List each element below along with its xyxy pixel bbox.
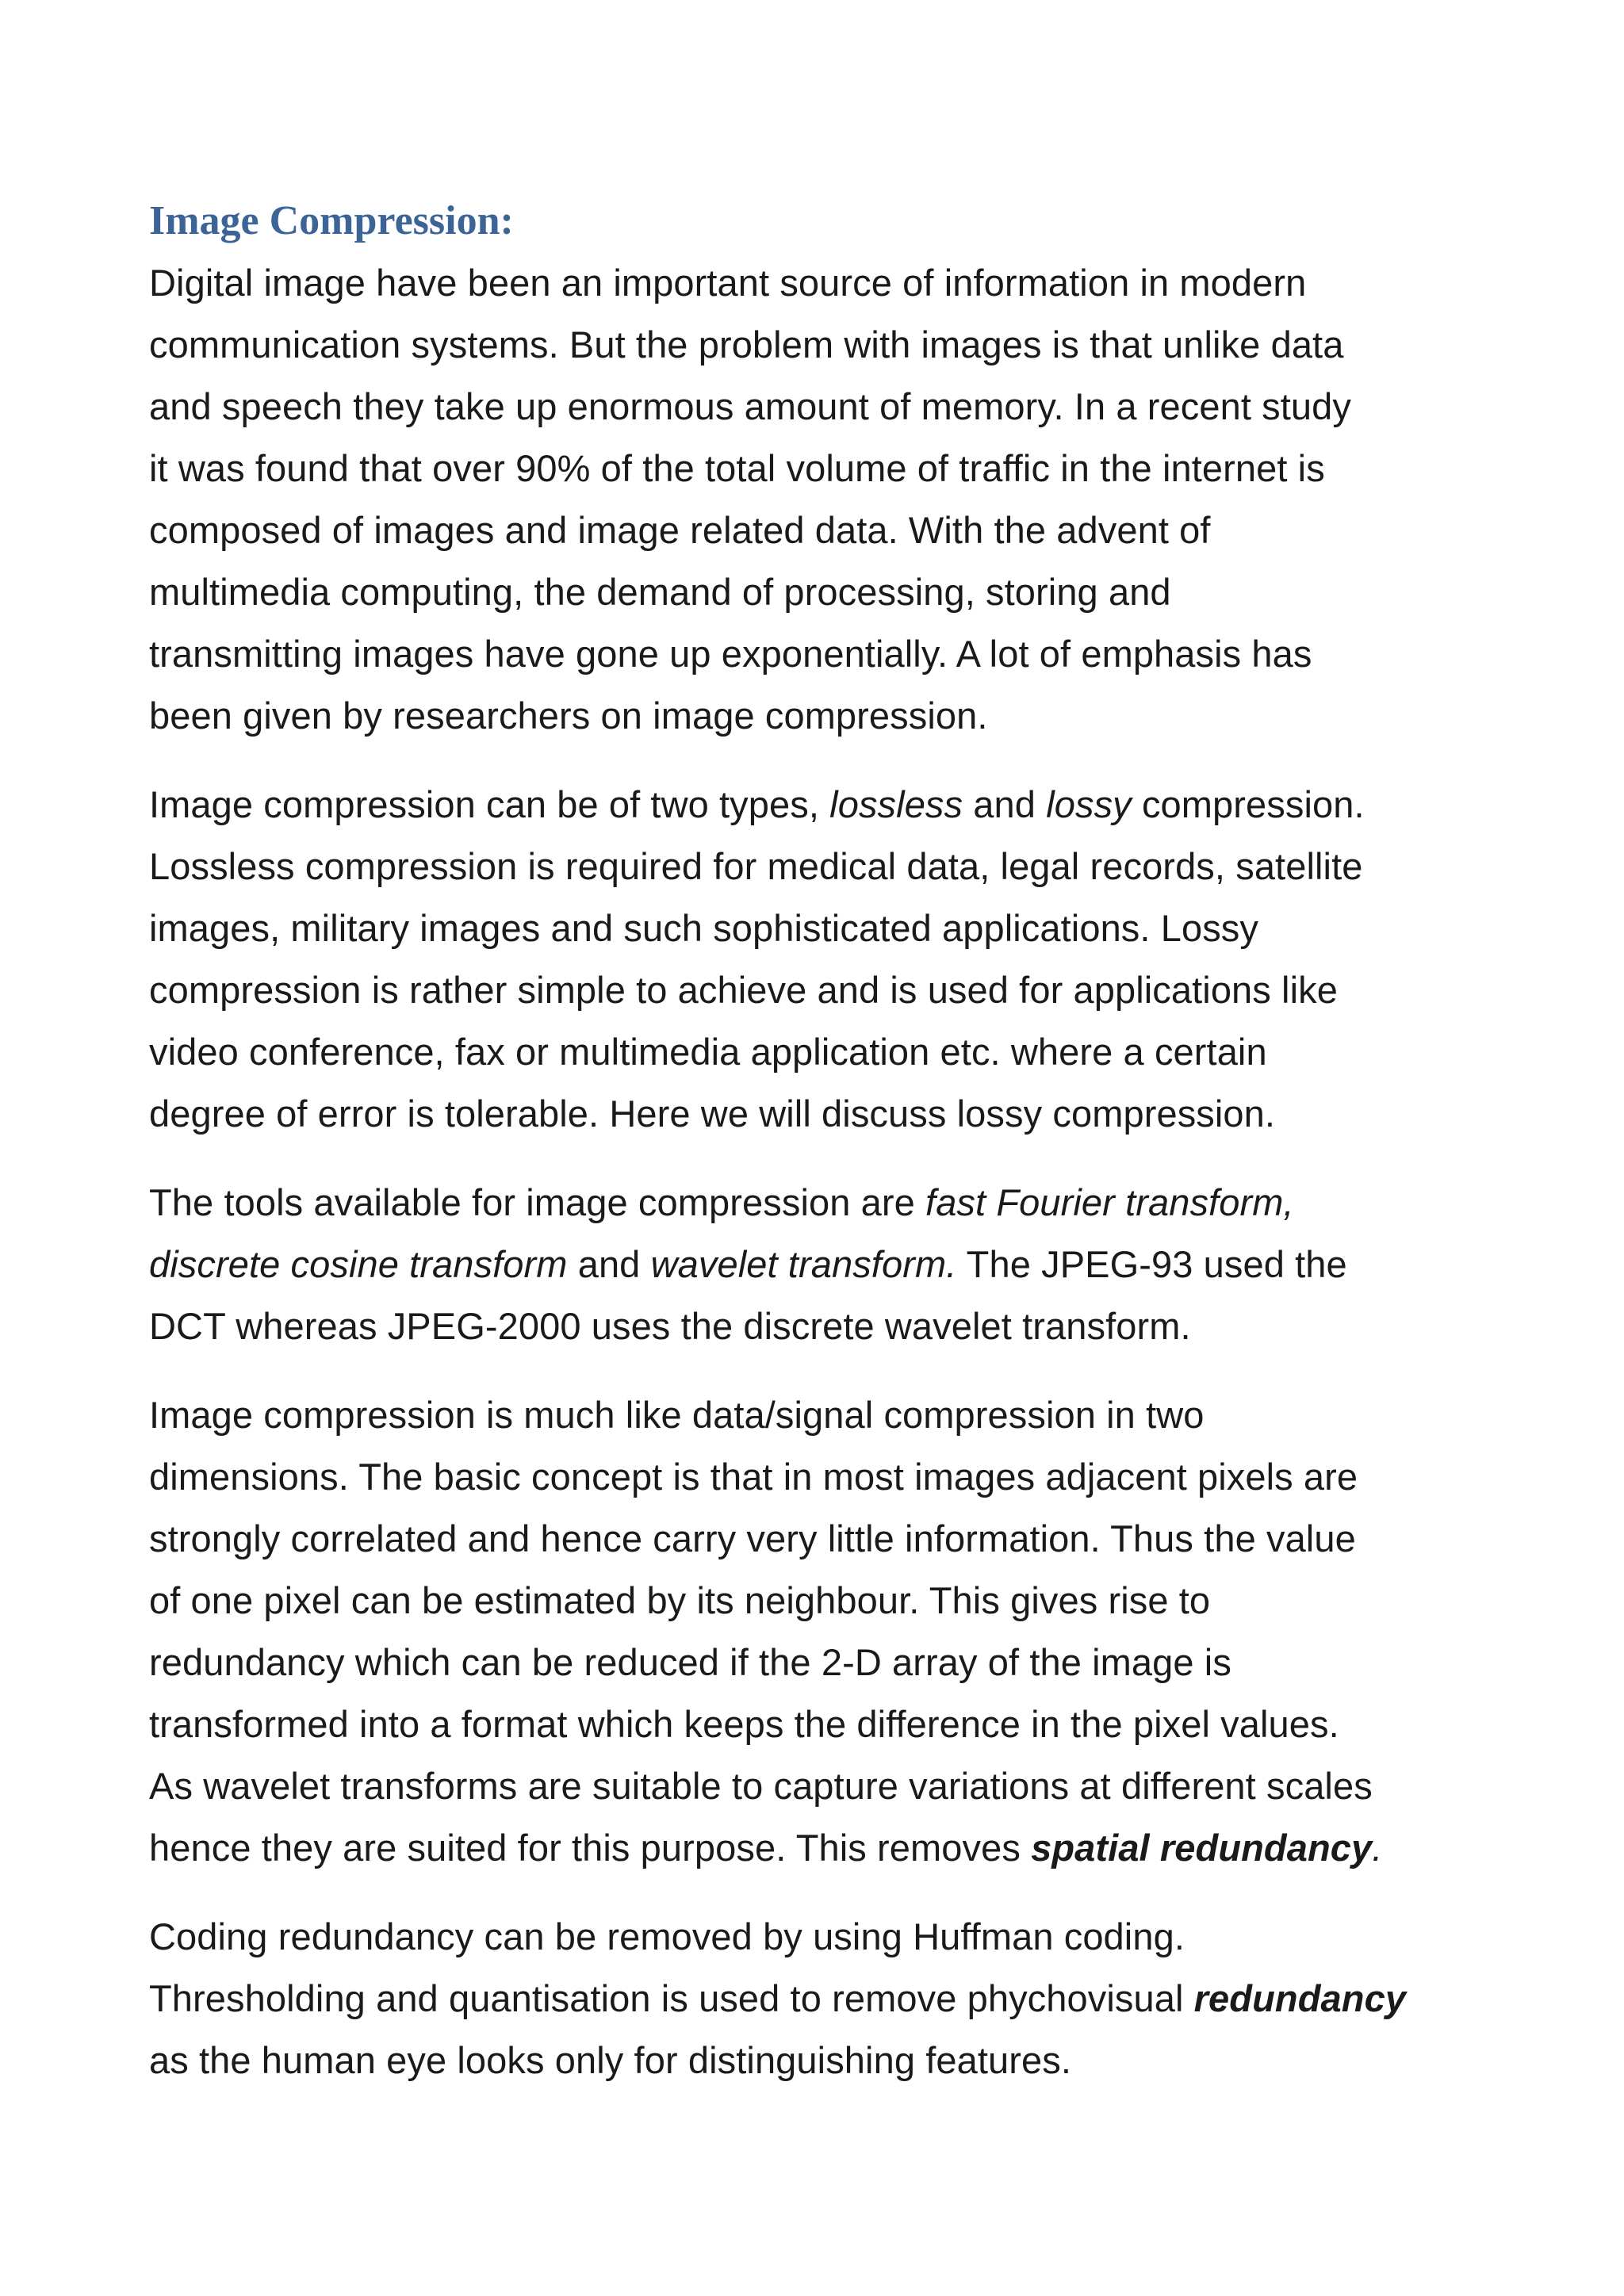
paragraph-coding <box>149 1906 1497 2091</box>
text-line: composed of images and image related data. With the advent of <box>149 509 1211 551</box>
text-line: of one pixel can be estimated by its neighbour. This gives rise to <box>149 1579 1211 1621</box>
paragraph-types <box>149 774 1497 1145</box>
text-run: . <box>1372 1827 1383 1869</box>
text-line: dimensions. The basic concept is that in most images adjacent pixels are <box>149 1456 1358 1498</box>
text-line: Lossless compression is required for medical data, legal records, satellite <box>149 845 1363 887</box>
text-run: The JPEG-93 used the <box>956 1243 1347 1285</box>
text-line: multimedia computing, the demand of processing, storing and <box>149 571 1171 613</box>
text-line: video conference, fax or multimedia application etc. where a certain <box>149 1031 1267 1073</box>
term-spatial-redundancy: spatial redundancy <box>1031 1827 1373 1869</box>
term-wavelet: wavelet transform. <box>650 1243 957 1285</box>
text-run: compression. <box>1131 783 1365 825</box>
text-line: As wavelet transforms are suitable to capture variations at different scales <box>149 1765 1373 1807</box>
paragraph-concept <box>149 1384 1497 1879</box>
text-line: images, military images and such sophisticated applications. Lossy <box>149 907 1258 949</box>
text-line: and speech they take up enormous amount of memory. In a recent study <box>149 385 1351 427</box>
text-run: and <box>567 1243 651 1285</box>
page-title: Image Compression: <box>149 198 514 243</box>
text-line: Coding redundancy can be removed by using Huffman coding. <box>149 1915 1185 1957</box>
text-line: degree of error is tolerable. Here we will discuss lossy compression. <box>149 1093 1276 1135</box>
document-page <box>149 190 1497 2118</box>
term-dct: discrete cosine transform <box>149 1243 568 1285</box>
term-lossy: lossy <box>1046 783 1132 825</box>
paragraph-intro <box>149 252 1497 747</box>
text-run: The tools available for image compression are <box>149 1181 926 1223</box>
term-redundancy: redundancy <box>1193 1977 1407 2019</box>
text-line: Image compression is much like data/signal compression in two <box>149 1394 1205 1436</box>
term-fft: fast Fourier transform, <box>925 1181 1294 1223</box>
text-line: as the human eye looks only for distinguishing features. <box>149 2039 1071 2081</box>
term-lossless: lossless <box>829 783 963 825</box>
paragraph-tools <box>149 1172 1497 1357</box>
text-run: hence they are suited for this purpose. This removes <box>149 1827 1032 1869</box>
text-line: Digital image have been an important source of information in modern <box>149 262 1307 304</box>
text-line: compression is rather simple to achieve and is used for applications like <box>149 969 1338 1011</box>
text-run: and <box>963 783 1047 825</box>
text-line: transformed into a format which keeps the difference in the pixel values. <box>149 1703 1339 1745</box>
text-line: DCT whereas JPEG-2000 uses the discrete wavelet transform. <box>149 1305 1191 1347</box>
text-run: Image compression can be of two types, <box>149 783 830 825</box>
text-run: Thresholding and quantisation is used to remove phychovisual <box>149 1977 1194 2019</box>
text-line: been given by researchers on image compression. <box>149 695 988 737</box>
text-line: strongly correlated and hence carry very little information. Thus the value <box>149 1517 1356 1559</box>
text-line: communication systems. But the problem with images is that unlike data <box>149 323 1344 365</box>
text-line: transmitting images have gone up exponentially. A lot of emphasis has <box>149 633 1312 675</box>
text-line: it was found that over 90% of the total volume of traffic in the internet is <box>149 447 1325 489</box>
text-line: redundancy which can be reduced if the 2-D array of the image is <box>149 1641 1231 1683</box>
